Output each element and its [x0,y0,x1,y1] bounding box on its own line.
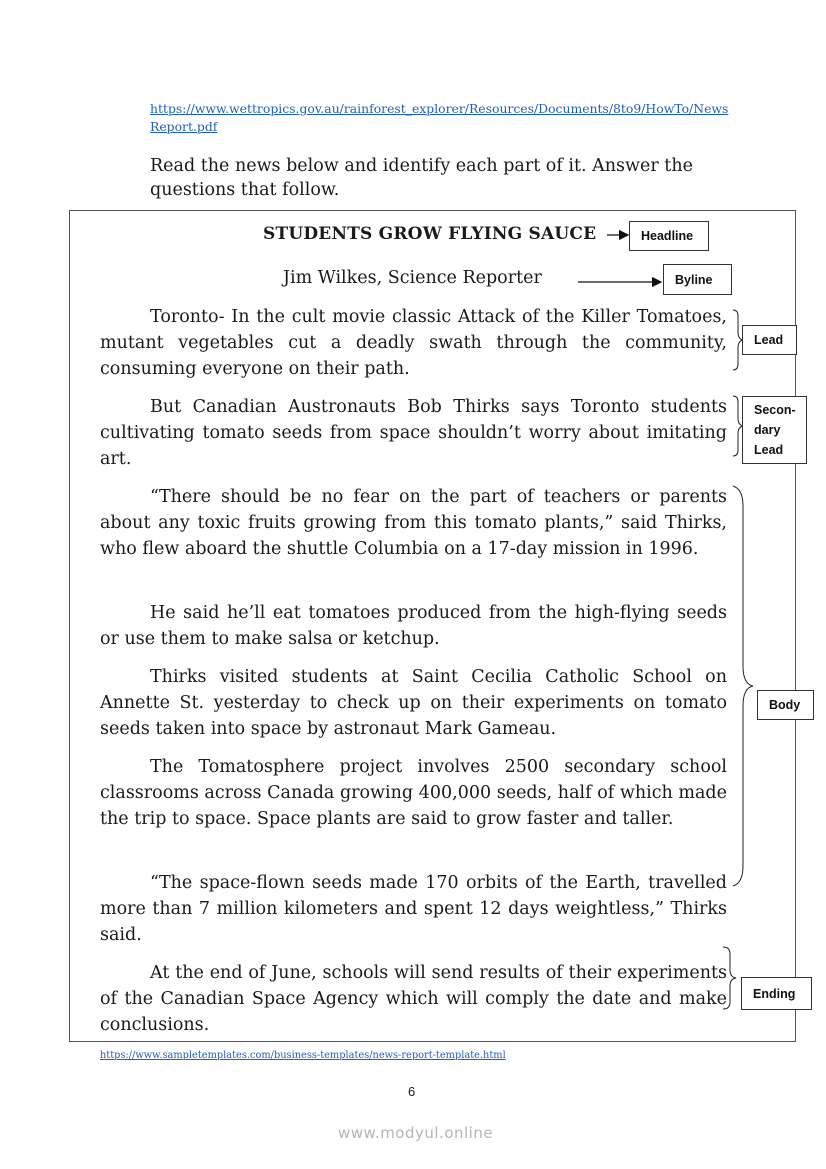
label-secondary-lead-text-2: dary [754,423,781,437]
label-lead-text: Lead [754,333,784,347]
label-ending [741,977,812,1010]
source-link[interactable]: https://www.wettropics.gov.au/rainforest_explorer/Resources/Documents/8to9/HowTo/NewsReport.pdf [150,101,729,134]
paragraph-body-5: “The space-flown seeds made 170 orbits of the Earth, travelled more than 7 million kilometers and spent 12 days weightless,” Thirks said. [100,873,727,946]
label-byline-text: Byline [675,272,713,287]
label-secondary-lead-text-3: Lead [754,443,784,457]
label-headline-text: Headline [641,229,694,243]
watermark: www.modyul.online [338,1124,494,1142]
label-body [757,690,814,720]
news-byline: Jim Wilkes, Science Reporter [283,268,542,288]
instruction-text: Read the news below and identify each part of it. Answer the questions that follow. [150,156,693,200]
paragraph-body-2: He said he’ll eat tomatoes produced from the high-flying seeds or use them to make salsa or ketchup. [100,603,727,650]
label-lead [742,325,797,355]
paragraph-body-3: Thirks visited students at Saint Cecilia Catholic School on Annette St. yesterday to check up on their experiments on tomato seeds taken into space by astronaut Mark Gameau. [100,667,727,740]
paragraph-body-1: “There should be no fear on the part of teachers or parents about any toxic fruits growing from this tomato plants,” said Thirks, who flew aboard the shuttle Columbia on a 17-day mission in 1996. [100,487,727,560]
paragraph-ending: At the end of June, schools will send results of their experiments of the Canadian Space Agency which will comply the date and make conclusions. [100,963,727,1036]
paragraph-secondary-lead: But Canadian Austronauts Bob Thirks says Toronto students cultivating tomato seeds from space shouldn’t worry about imitating art. [100,397,727,470]
label-ending-text: Ending [753,986,796,1001]
page-number: 6 [408,1084,416,1099]
label-secondary-lead [742,396,807,464]
paragraph-body-4: The Tomatosphere project involves 2500 secondary school classrooms across Canada growing 400,000 seeds, half of which made the trip to space. Space plants are said to grow faster and taller. [100,757,727,830]
footer-source-link[interactable]: https://www.sampletemplates.com/business-templates/news-report-template.html [100,1050,506,1061]
paragraph-lead: Toronto- In the cult movie classic Attack of the Killer Tomatoes, mutant vegetables cut a deadly swath through the community, consuming everyone on their path. [100,307,727,380]
label-byline [663,264,732,295]
news-headline: STUDENTS GROW FLYING SAUCE [263,224,597,244]
label-secondary-lead-text-1: Secon- [754,403,796,417]
label-body-text: Body [769,698,801,712]
label-headline [629,221,709,251]
